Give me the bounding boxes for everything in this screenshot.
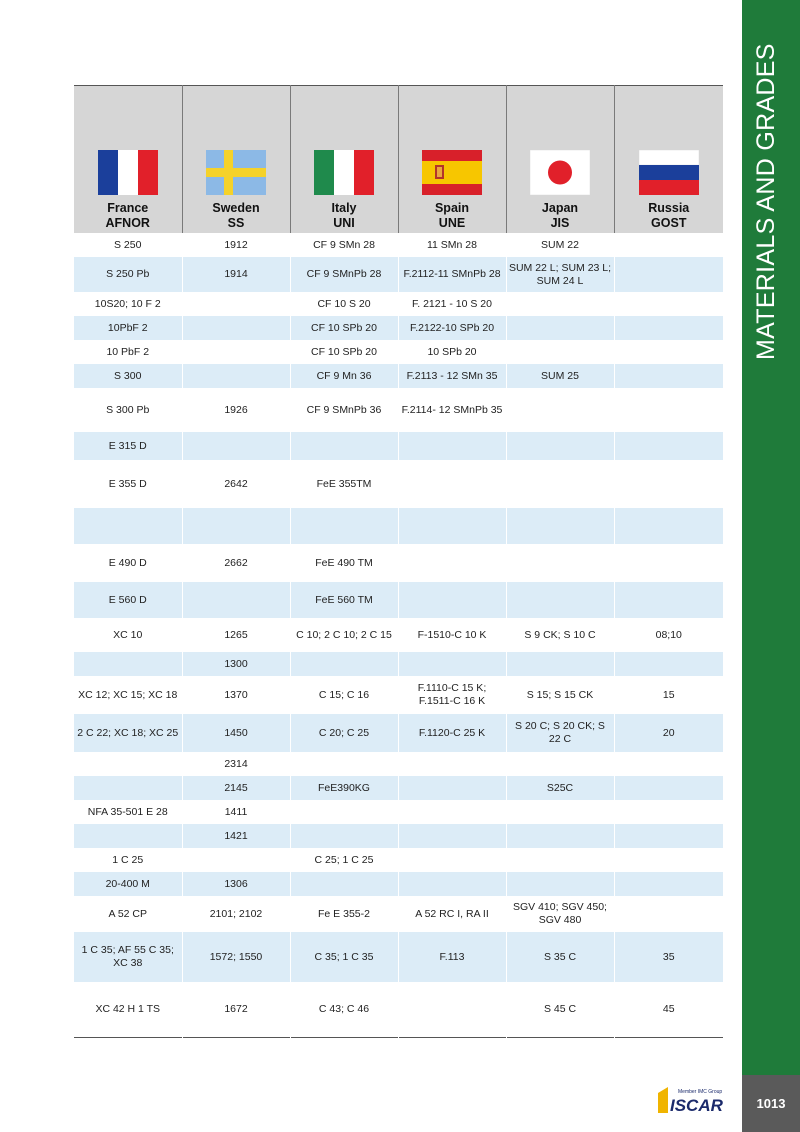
table-cell: 1572; 1550 xyxy=(182,932,290,982)
table-cell: C 35; 1 C 35 xyxy=(290,932,398,982)
table-cell: F.2114- 12 SMnPb 35 xyxy=(398,388,506,432)
table-cell: S 15; S 15 CK xyxy=(506,676,614,714)
table-cell xyxy=(614,872,723,896)
table-cell: 1370 xyxy=(182,676,290,714)
table-cell: 1 C 35; AF 55 C 35; XC 38 xyxy=(74,932,182,982)
table-row xyxy=(74,800,723,824)
table-cell xyxy=(290,652,398,676)
table-cell xyxy=(614,292,723,316)
table-cell: S 300 xyxy=(74,364,182,388)
table-cell xyxy=(290,752,398,776)
table-cell: CF 9 Mn 36 xyxy=(290,364,398,388)
table-row xyxy=(74,316,723,340)
table-cell xyxy=(506,752,614,776)
table-cell: 1914 xyxy=(182,257,290,292)
table-cell: F.1110-C 15 K; F.1511-C 16 K xyxy=(398,676,506,714)
table-cell: SUM 22 xyxy=(506,233,614,257)
col-header-spain: Spain UNE xyxy=(398,86,506,234)
table-cell xyxy=(398,432,506,460)
table-cell xyxy=(398,508,506,544)
table-cell: 10 PbF 2 xyxy=(74,340,182,364)
table-row xyxy=(74,652,723,676)
table-cell: E 490 D xyxy=(74,544,182,582)
table-row xyxy=(74,257,723,292)
table-row xyxy=(74,776,723,800)
table-cell xyxy=(614,432,723,460)
table-cell: 45 xyxy=(614,982,723,1037)
table-cell xyxy=(182,364,290,388)
iscar-logo xyxy=(656,1085,730,1115)
table-cell: 2 C 22; XC 18; XC 25 xyxy=(74,714,182,752)
table-cell: S 300 Pb xyxy=(74,388,182,432)
table-cell: F.2122-10 SPb 20 xyxy=(398,316,506,340)
table-cell xyxy=(614,508,723,544)
table-cell: S25C xyxy=(506,776,614,800)
table-cell: S 35 C xyxy=(506,932,614,982)
table-row xyxy=(74,233,723,257)
table-cell: 35 xyxy=(614,932,723,982)
table-cell: 15 xyxy=(614,676,723,714)
table-cell: XC 10 xyxy=(74,618,182,652)
table-cell: XC 42 H 1 TS xyxy=(74,982,182,1037)
table-cell: 1265 xyxy=(182,618,290,652)
table-cell xyxy=(506,508,614,544)
table-cell xyxy=(398,776,506,800)
table-cell: C 20; C 25 xyxy=(290,714,398,752)
table-cell: FeE 490 TM xyxy=(290,544,398,582)
table-cell: F.2112-11 SMnPb 28 xyxy=(398,257,506,292)
table-cell xyxy=(614,824,723,848)
table-cell: 08;10 xyxy=(614,618,723,652)
table-cell: FeE 560 TM xyxy=(290,582,398,618)
table-cell xyxy=(74,652,182,676)
table-cell: 1 C 25 xyxy=(74,848,182,872)
table-cell: 2145 xyxy=(182,776,290,800)
table-cell: CF 9 SMn 28 xyxy=(290,233,398,257)
table-row xyxy=(74,292,723,316)
france-flag-icon xyxy=(98,150,158,195)
table-row xyxy=(74,508,723,544)
table-cell: F.1120-C 25 K xyxy=(398,714,506,752)
table-cell xyxy=(506,316,614,340)
table-cell xyxy=(290,800,398,824)
spain-flag-icon xyxy=(422,150,482,195)
table-row xyxy=(74,752,723,776)
table-cell: 2662 xyxy=(182,544,290,582)
table-cell xyxy=(182,340,290,364)
table-cell: CF 9 SMnPb 36 xyxy=(290,388,398,432)
table-cell: F. 2121 - 10 S 20 xyxy=(398,292,506,316)
table-cell: 1672 xyxy=(182,982,290,1037)
table-cell xyxy=(182,848,290,872)
col-header-russia: Russia GOST xyxy=(614,86,723,234)
table-cell: F.2113 - 12 SMn 35 xyxy=(398,364,506,388)
table-cell xyxy=(398,752,506,776)
table-row xyxy=(74,872,723,896)
japan-flag-icon xyxy=(530,150,590,195)
page-number: 1013 xyxy=(756,1096,786,1111)
table-cell xyxy=(398,848,506,872)
table-cell: 20 xyxy=(614,714,723,752)
table-row xyxy=(74,364,723,388)
table-cell: C 10; 2 C 10; 2 C 15 xyxy=(290,618,398,652)
table-cell xyxy=(398,582,506,618)
table-cell xyxy=(506,652,614,676)
table-cell: 10 SPb 20 xyxy=(398,340,506,364)
table-cell: S 250 xyxy=(74,233,182,257)
table-cell xyxy=(614,776,723,800)
table-row xyxy=(74,848,723,872)
table-cell: 1450 xyxy=(182,714,290,752)
table-cell: A 52 CP xyxy=(74,896,182,932)
table-cell: Fe E 355-2 xyxy=(290,896,398,932)
table-cell: F.113 xyxy=(398,932,506,982)
table-cell: 20-400 M xyxy=(74,872,182,896)
table-cell xyxy=(182,316,290,340)
table-row xyxy=(74,896,723,932)
table-cell xyxy=(506,432,614,460)
table-cell: FeE390KG xyxy=(290,776,398,800)
table-cell xyxy=(290,508,398,544)
table-cell xyxy=(398,800,506,824)
table-cell: CF 10 SPb 20 xyxy=(290,340,398,364)
col-header-japan: Japan JIS xyxy=(506,86,614,234)
table-cell: XC 12; XC 15; XC 18 xyxy=(74,676,182,714)
table-cell: 2314 xyxy=(182,752,290,776)
table-cell: CF 10 S 20 xyxy=(290,292,398,316)
table-cell xyxy=(398,824,506,848)
logo-brand: ISCAR xyxy=(670,1096,723,1115)
table-cell: CF 9 SMnPb 28 xyxy=(290,257,398,292)
table-cell xyxy=(398,982,506,1037)
table-cell xyxy=(614,800,723,824)
table-cell xyxy=(614,848,723,872)
logo-tagline: Member IMC Group xyxy=(678,1089,723,1095)
sweden-flag-icon xyxy=(206,150,266,195)
table-cell: E 315 D xyxy=(74,432,182,460)
table-cell xyxy=(74,508,182,544)
col-header-sweden: Sweden SS xyxy=(182,86,290,234)
table-cell: CF 10 SPb 20 xyxy=(290,316,398,340)
table-cell xyxy=(614,257,723,292)
table-cell xyxy=(614,460,723,508)
table-cell: SUM 22 L; SUM 23 L; SUM 24 L xyxy=(506,257,614,292)
col-header-italy: Italy UNI xyxy=(290,86,398,234)
table-cell xyxy=(614,340,723,364)
table-cell: F-1510-C 10 K xyxy=(398,618,506,652)
table-cell xyxy=(398,460,506,508)
table-cell: S 9 CK; S 10 C xyxy=(506,618,614,652)
table-cell xyxy=(74,776,182,800)
materials-table xyxy=(74,85,723,1038)
table-cell: C 43; C 46 xyxy=(290,982,398,1037)
table-row xyxy=(74,824,723,848)
table-row xyxy=(74,388,723,432)
table-cell xyxy=(506,460,614,508)
table-cell xyxy=(290,824,398,848)
table-row xyxy=(74,714,723,752)
table-cell: 1300 xyxy=(182,652,290,676)
table-cell xyxy=(290,872,398,896)
table-cell: 2642 xyxy=(182,460,290,508)
table-cell xyxy=(614,582,723,618)
table-row xyxy=(74,618,723,652)
table-cell xyxy=(506,340,614,364)
table-cell: 1306 xyxy=(182,872,290,896)
table-cell xyxy=(182,508,290,544)
table-cell xyxy=(398,544,506,582)
table-cell xyxy=(614,652,723,676)
table-row xyxy=(74,340,723,364)
table-cell xyxy=(614,316,723,340)
table-cell: C 15; C 16 xyxy=(290,676,398,714)
table-cell: S 250 Pb xyxy=(74,257,182,292)
table-cell: 1926 xyxy=(182,388,290,432)
table-cell xyxy=(506,388,614,432)
table-cell xyxy=(182,292,290,316)
table-cell xyxy=(614,233,723,257)
table-cell: NFA 35-501 E 28 xyxy=(74,800,182,824)
table-cell xyxy=(506,872,614,896)
table-row xyxy=(74,432,723,460)
table-cell: FeE 355TM xyxy=(290,460,398,508)
table-cell xyxy=(506,800,614,824)
col-header-france: France AFNOR xyxy=(74,86,182,234)
section-title: MATERIALS AND GRADES xyxy=(752,43,780,360)
table-cell: 1912 xyxy=(182,233,290,257)
table-cell: 10PbF 2 xyxy=(74,316,182,340)
table-cell: 11 SMn 28 xyxy=(398,233,506,257)
table-cell xyxy=(506,848,614,872)
table-cell xyxy=(290,432,398,460)
table-cell: 1421 xyxy=(182,824,290,848)
table-cell xyxy=(74,752,182,776)
table-cell: 2101; 2102 xyxy=(182,896,290,932)
table-cell xyxy=(398,872,506,896)
italy-flag-icon xyxy=(314,150,374,195)
table-row xyxy=(74,460,723,508)
table-cell xyxy=(614,364,723,388)
table-row xyxy=(74,544,723,582)
table-row xyxy=(74,932,723,982)
table-row xyxy=(74,676,723,714)
table-cell xyxy=(614,752,723,776)
table-cell xyxy=(506,292,614,316)
table-cell xyxy=(614,388,723,432)
table-cell: 1411 xyxy=(182,800,290,824)
table-cell xyxy=(182,582,290,618)
table-cell xyxy=(398,652,506,676)
table-header xyxy=(74,86,723,234)
table-row xyxy=(74,982,723,1037)
table-row xyxy=(74,582,723,618)
table-cell xyxy=(614,544,723,582)
table-cell xyxy=(506,544,614,582)
table-cell: SGV 410; SGV 450; SGV 480 xyxy=(506,896,614,932)
table-cell: E 355 D xyxy=(74,460,182,508)
table-cell: S 45 C xyxy=(506,982,614,1037)
table-cell: S 20 C; S 20 CK; S 22 C xyxy=(506,714,614,752)
table-cell xyxy=(614,896,723,932)
table-cell: C 25; 1 C 25 xyxy=(290,848,398,872)
russia-flag-icon xyxy=(639,150,699,195)
table-cell xyxy=(74,824,182,848)
table-cell xyxy=(506,824,614,848)
table-cell: E 560 D xyxy=(74,582,182,618)
table-cell: SUM 25 xyxy=(506,364,614,388)
table-cell xyxy=(182,432,290,460)
table-cell: 10S20; 10 F 2 xyxy=(74,292,182,316)
table-cell xyxy=(506,582,614,618)
table-cell: A 52 RC I, RA II xyxy=(398,896,506,932)
